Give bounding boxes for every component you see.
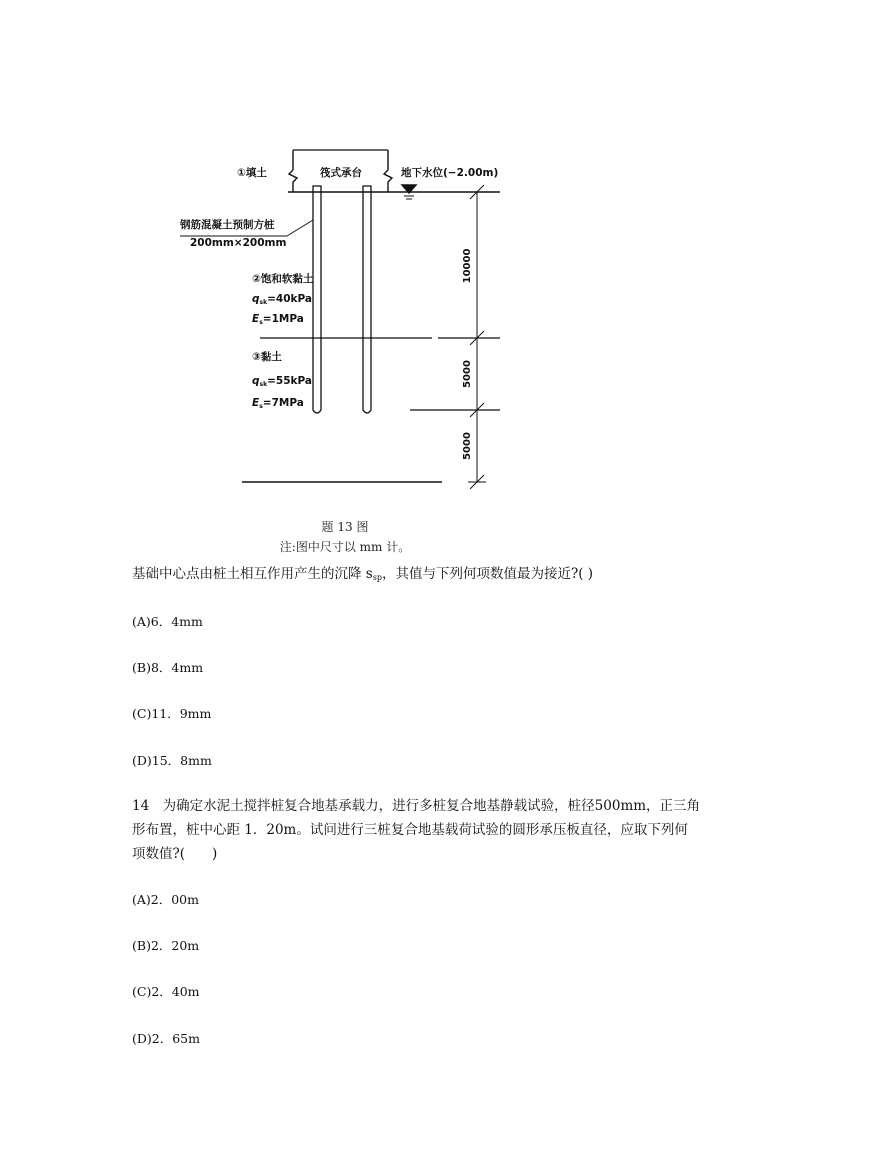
question-14-line-3: 项数值?( ) — [132, 846, 218, 862]
question-14-option-b: (B)2．20m — [132, 938, 200, 953]
label-layer3-name: ③黏土 — [252, 351, 282, 363]
label-raft-cap: 筏式承台 — [320, 167, 362, 179]
question-14-stem — [132, 794, 772, 866]
label-layer2-name: ②饱和软黏土 — [252, 273, 314, 285]
question-14-line-1: 14 为确定水泥土搅拌桩复合地基承载力，进行多桩复合地基静载试验，桩径500mm，正三角 — [132, 798, 701, 814]
pile-diagram — [170, 140, 520, 560]
dimension-10000: 10000 — [462, 248, 473, 284]
question-13-stem — [132, 562, 772, 590]
label-pile-type: 钢筋混凝土预制方桩 — [180, 219, 275, 231]
figure-caption: 题 13 图 — [321, 520, 369, 534]
question-13-option-a: (A)6．4mm — [132, 614, 203, 629]
question-14-option-a: (A)2．00m — [132, 892, 199, 907]
dimension-5000-upper: 5000 — [462, 360, 473, 388]
pile-foundation-figure — [170, 140, 520, 560]
label-fill-layer: ①填土 — [237, 167, 267, 179]
question-13-option-b: (B)8．4mm — [132, 660, 204, 675]
question-13-stem-text-end: ，其值与下列何项数值最为接近?( ) — [381, 566, 594, 582]
question-13-option-c: (C)11．9mm — [132, 706, 212, 721]
question-13-option-d: (D)15．8mm — [132, 753, 212, 768]
dimension-5000-lower: 5000 — [462, 432, 473, 460]
label-layer2-es: Es=1MPa — [252, 313, 304, 326]
label-layer3-es: Es=7MPa — [252, 397, 304, 410]
label-layer3-qsk: qsk=55kPa — [252, 375, 312, 388]
label-pile-size: 200mm×200mm — [190, 237, 287, 249]
label-water-level: 地下水位(−2.00m) — [401, 167, 499, 179]
question-14-option-c: (C)2．40m — [132, 984, 200, 999]
question-14-option-d: (D)2．65m — [132, 1031, 200, 1046]
question-13-subscript: sp — [372, 573, 382, 582]
figure-note: 注:图中尺寸以 mm 计。 — [279, 540, 411, 554]
question-13-stem-text: 基础中心点由桩土相互作用产生的沉降 s — [132, 566, 373, 582]
question-14-line-2: 形布置，桩中心距 1．20m。试问进行三桩复合地基载荷试验的圆形承压板直径，应取下列何 — [132, 822, 688, 838]
label-layer2-qsk: qsk=40kPa — [252, 293, 312, 306]
